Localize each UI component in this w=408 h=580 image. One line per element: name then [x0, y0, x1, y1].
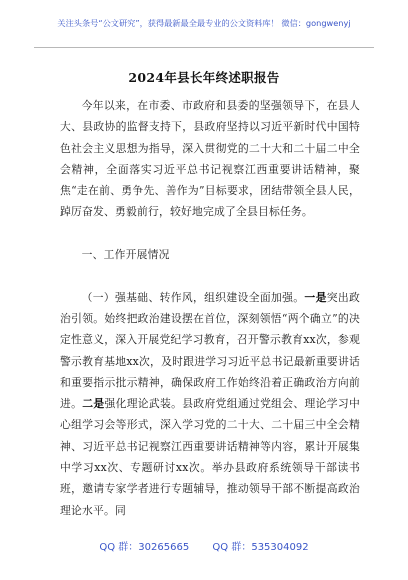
header-banner: 关注头条号“公文研究”，获得最新最全最专业的公文资料库！ 微信：gongwenyj	[57, 18, 351, 28]
header-divider	[34, 47, 374, 48]
point-text-one: 突出政治引领。始终把政治建设摆在首位，深刻领悟“两个确立”的决定性意义，深入开展党纪学习教育，召开警示教育xx次，参观警示教育基地xx次，及时跟进学习习近平总书记最新重要讲话和重要指示批示精神，确保政府工作始终沿着正确政治方向前进。	[60, 290, 360, 411]
intro-paragraph: 今年以来，在市委、市政府和县委的坚强领导下，在县人大、县政协的监督支持下，县政府坚持以习近平新时代中国特色社会主义思想为指导，深入贯彻党的二十大和二十届二中全会精神，全面落实习近平总书记视察江西重要讲话精神，聚焦“走在前、勇争先、善作为”目标要求，团结带领全县人民，踔厉奋发、勇毅前行，较好地完成了全县目标任务。	[60, 99, 360, 219]
point-marker-two: 二是	[82, 397, 105, 411]
point-text-two: 强化理论武装。县政府党组通过党组会、理论学习中心组学习会等形式，深入学习党的二十大、二十届三中全会精神、习近平总书记视察江西重要讲话精神等内容，累计开展集中学习xx次、专题研讨xx次。举办县政府系统领导干部读书班，邀请专家学者进行专题辅导，推动领导干部不断提高政治理论水平。同	[60, 397, 360, 517]
document-body	[60, 95, 360, 521]
subsection-lead: （一）强基础、转作风，组织建设全面加强。	[81, 290, 305, 304]
point-marker-one: 一是	[304, 290, 327, 304]
footer-qq-group-2: QQ 群：535304092	[212, 542, 309, 553]
footer-qq-group-1: QQ 群：30265665	[99, 542, 190, 553]
section-heading: 一、工作开展情况	[81, 248, 170, 262]
paragraph-spacer	[60, 265, 360, 286]
document-title: 2024年县长年终述职报告	[128, 70, 280, 85]
footer-contact	[0, 538, 408, 553]
subsection-paragraph	[60, 287, 360, 521]
paragraph-spacer	[60, 223, 360, 244]
